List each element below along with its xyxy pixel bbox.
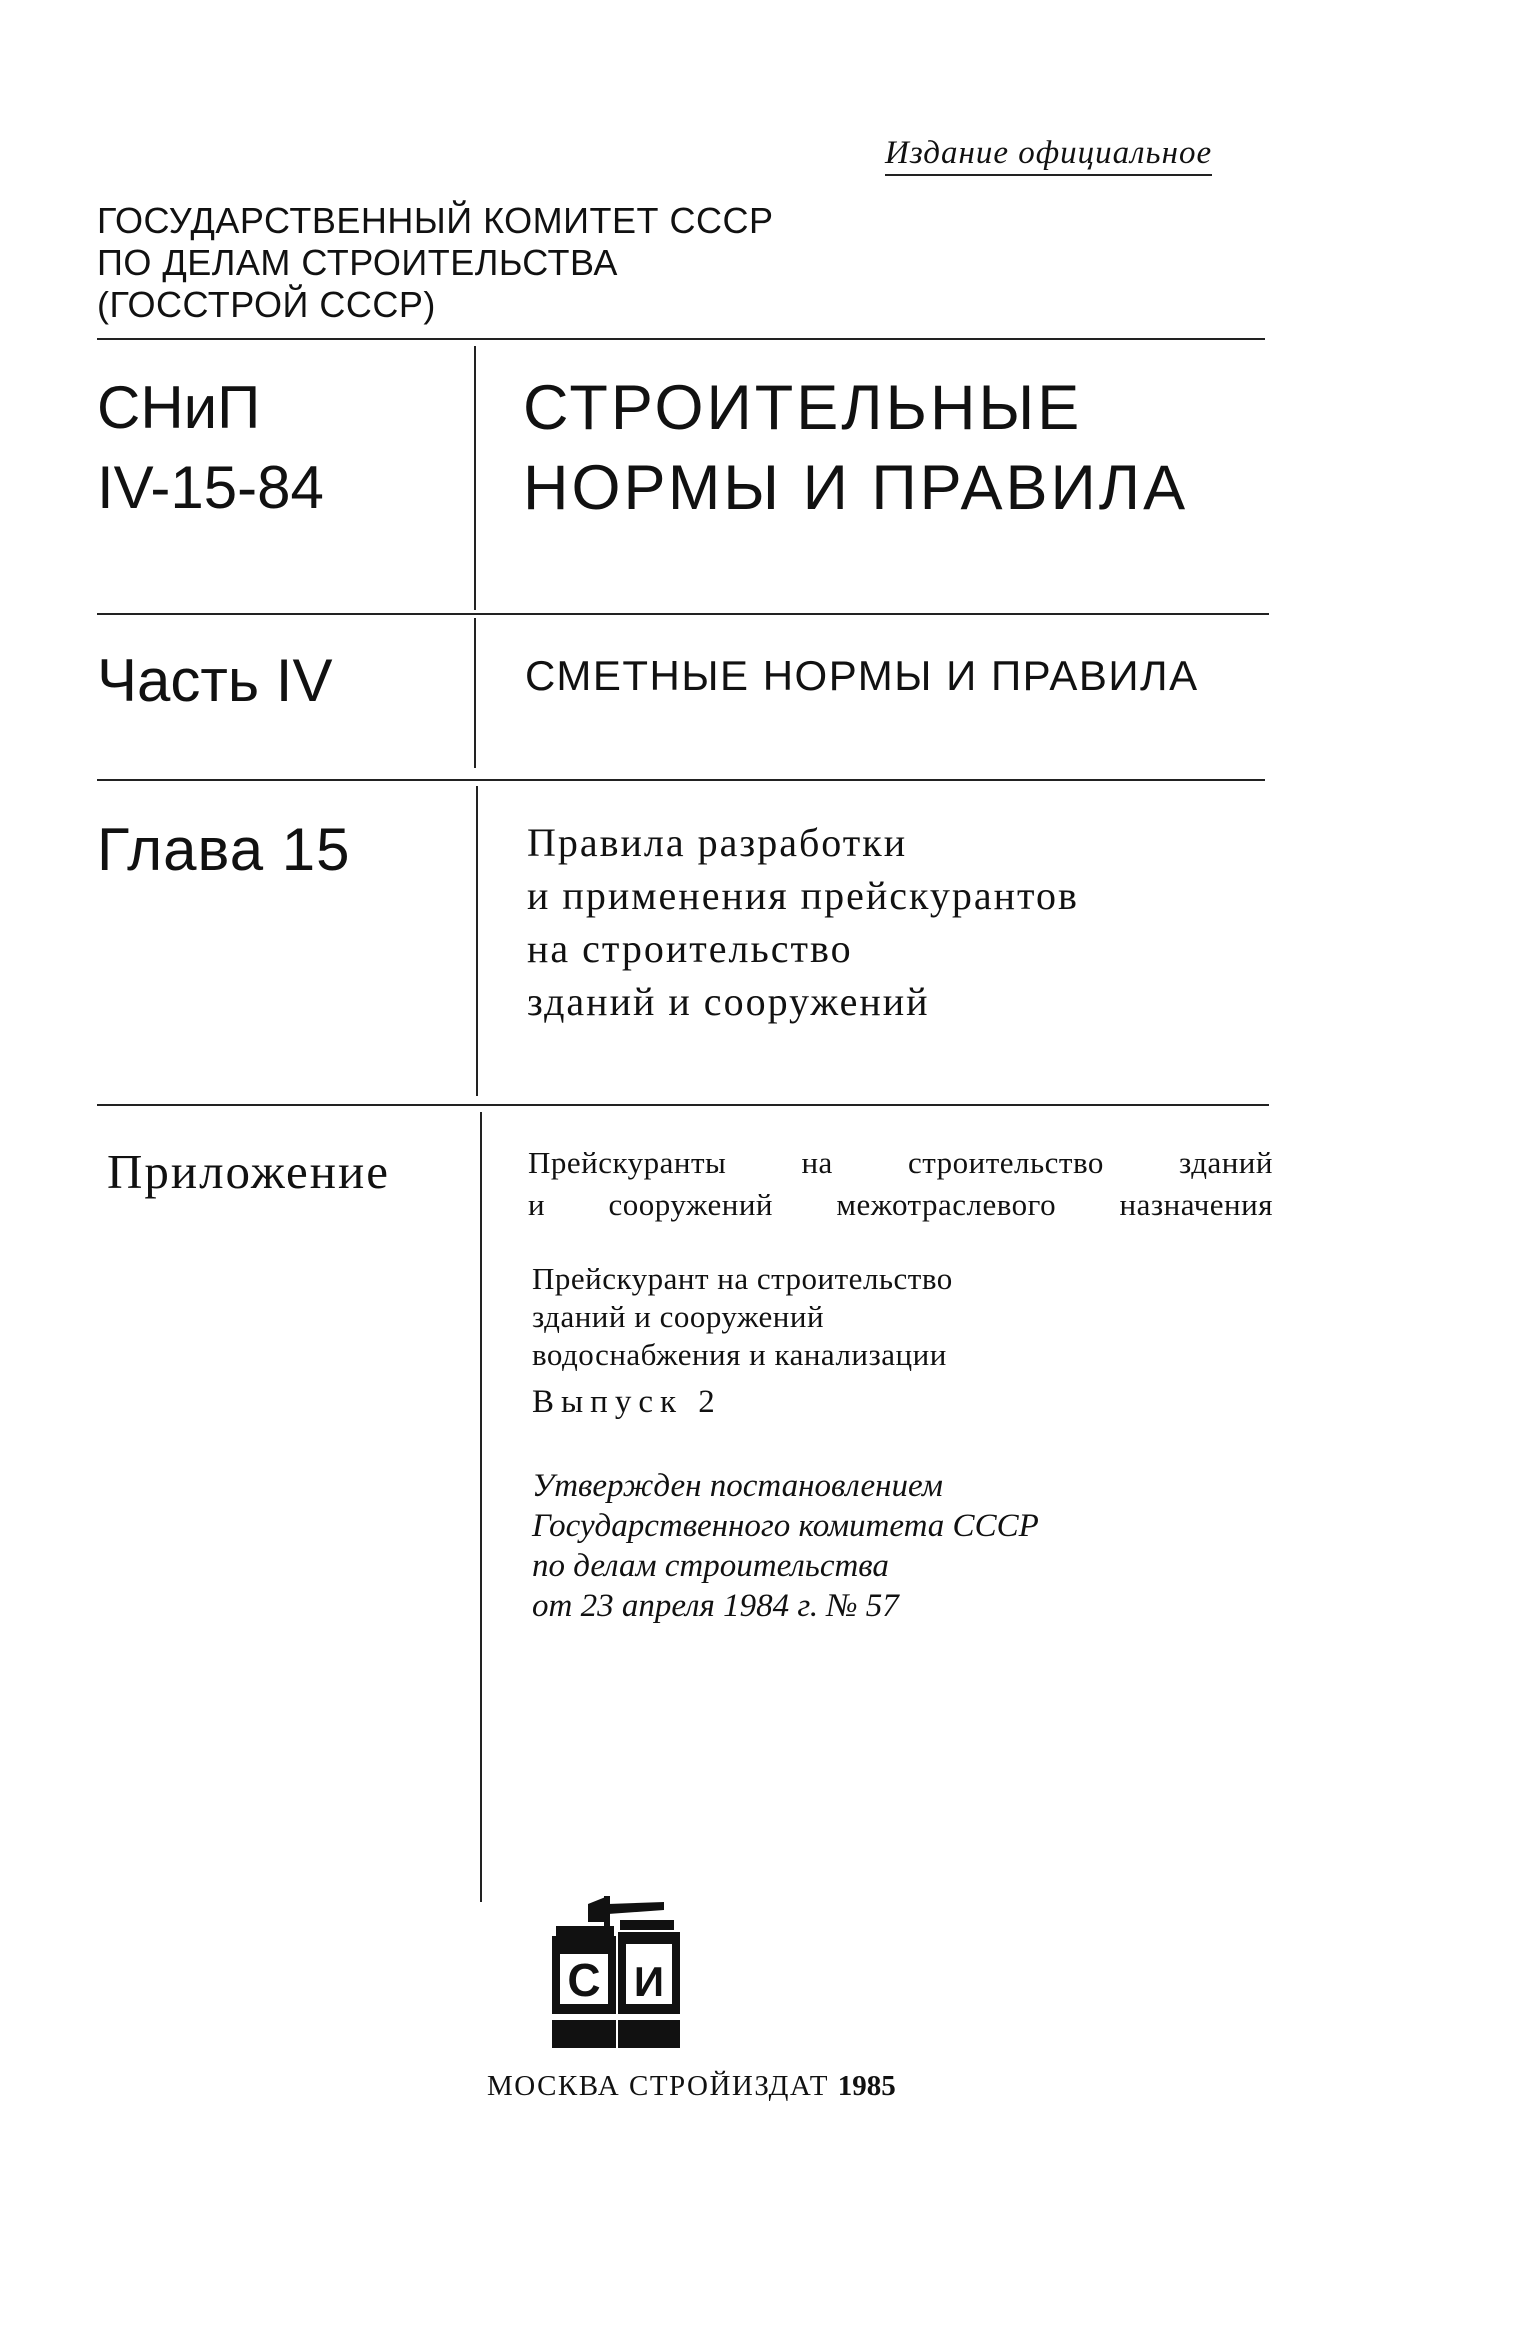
divider-appendix — [97, 1104, 1269, 1106]
committee-heading — [97, 200, 774, 326]
issue-number: Выпуск 2 — [532, 1384, 722, 1420]
divider-chapter — [97, 779, 1265, 781]
part-title: СМЕТНЫЕ НОРМЫ И ПРАВИЛА — [525, 652, 1199, 699]
publisher-logo — [546, 1896, 686, 2052]
committee-line: ГОСУДАРСТВЕННЫЙ КОМИТЕТ СССР — [97, 200, 774, 241]
snip-code-line: IV-15-84 — [97, 454, 324, 521]
logo-letter: И — [633, 1958, 665, 2005]
approval-line: Утвержден постановлением — [532, 1468, 943, 1504]
approval-line: по делам строительства — [532, 1548, 889, 1584]
snip-title-line: СТРОИТЕЛЬНЫЕ — [523, 373, 1083, 443]
snip-code — [97, 368, 324, 528]
column-divider — [480, 1112, 482, 1902]
price-list-line: Прейскурант на строительство — [532, 1261, 953, 1296]
snip-title — [523, 368, 1188, 528]
divider-part — [97, 613, 1269, 615]
publisher-name: МОСКВА СТРОЙИЗДАТ — [487, 2070, 829, 2102]
appendix-description-line: Прейскуранты на строительство зданий — [528, 1145, 1273, 1180]
chapter-label: Глава 15 — [97, 816, 351, 883]
chapter-title-line: зданий и сооружений — [527, 979, 930, 1024]
appendix-label: Приложение — [107, 1144, 390, 1199]
edition-note: Издание официальное — [885, 135, 1212, 176]
chapter-title-line: Правила разработки — [527, 820, 908, 865]
column-divider — [474, 618, 476, 768]
column-divider — [474, 346, 476, 610]
snip-title-line: НОРМЫ И ПРАВИЛА — [523, 453, 1189, 523]
price-list-line: водоснабжения и канализации — [532, 1337, 947, 1372]
part-label: Часть IV — [97, 647, 333, 714]
price-list-title — [532, 1260, 953, 1374]
chapter-title — [527, 816, 1079, 1028]
snip-code-line: СНиП — [97, 374, 261, 441]
approval-line: Государственного комитета СССР — [532, 1508, 1039, 1544]
chapter-title-line: и применения прейскурантов — [527, 873, 1079, 918]
appendix-description-line: и сооружений межотраслевого назначения — [528, 1187, 1273, 1222]
price-list-line: зданий и сооружений — [532, 1299, 825, 1334]
committee-line: (ГОССТРОЙ СССР) — [97, 284, 436, 325]
approval-line: от 23 апреля 1984 г. № 57 — [532, 1588, 899, 1624]
publisher-logo-graphic — [546, 1896, 686, 2052]
divider-top — [97, 338, 1265, 340]
logo-letter: С — [567, 1954, 601, 2006]
approval-note — [532, 1466, 1039, 1626]
publication-year: 1985 — [837, 2070, 896, 2102]
chapter-title-line: на строительство — [527, 926, 853, 971]
appendix-description — [528, 1142, 1273, 1226]
column-divider — [476, 786, 478, 1096]
publisher-imprint — [487, 2070, 896, 2103]
committee-line: ПО ДЕЛАМ СТРОИТЕЛЬСТВА — [97, 242, 618, 283]
